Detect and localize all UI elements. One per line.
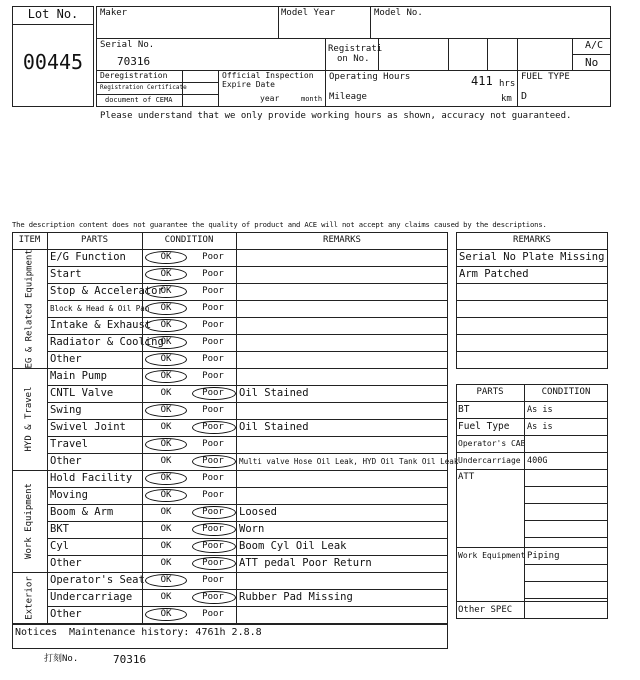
group-label: Work Equipment (24, 483, 34, 559)
model-no-label: Model No. (374, 8, 423, 18)
stamp-label: 打刻No. (44, 654, 79, 664)
part-label: Swing (50, 404, 82, 416)
inspection-label-1: Official Inspection (222, 71, 314, 80)
poor-option: Poor (202, 405, 224, 415)
part-label: Travel (50, 438, 88, 450)
part-label: Start (50, 268, 82, 280)
remarks-panel-line: Serial No Plate Missing (459, 251, 605, 263)
poor-option: Poor (202, 286, 224, 296)
part-label: Intake & Exhaust (50, 319, 152, 331)
notices-text: Maintenance history: 4761h 2.8.8 (69, 627, 262, 638)
fuel-type-value: D (521, 91, 528, 102)
other-spec-label: Other SPEC (458, 605, 513, 615)
model-year-label: Model Year (281, 8, 336, 18)
year-label: year (260, 94, 280, 103)
mileage-label: Mileage (329, 92, 367, 102)
part-label: Other (50, 557, 82, 569)
spec-part-label: Fuel Type (458, 421, 510, 432)
remark-text: ATT pedal Poor Return (239, 557, 372, 569)
att-label: ATT (458, 472, 475, 482)
operating-hours-label: Operating Hours (329, 72, 411, 82)
ok-option: OK (160, 269, 172, 279)
ok-option: OK (160, 405, 172, 415)
ok-option: OK (160, 558, 172, 568)
spec-condition-value: As is (527, 422, 553, 432)
part-label: Other (50, 455, 82, 467)
serial-label: Serial No. (100, 40, 155, 50)
registration-certificate-label: Registration Certificate (100, 84, 187, 91)
spec-part-label: Undercarriage (458, 456, 521, 465)
spec-part-label: Operator's CAB (458, 439, 526, 448)
spec-condition-value: As is (527, 405, 553, 415)
deregistration-label: Deregistration (100, 71, 168, 80)
poor-option: Poor (202, 371, 224, 381)
part-label: Operator's Seat (50, 574, 145, 586)
poor-option: Poor (202, 354, 224, 364)
condition-header: CONDITION (164, 235, 214, 245)
poor-option: Poor (202, 592, 224, 602)
operating-hours-value: 411 (471, 74, 493, 88)
part-label: CNTL Valve (50, 387, 114, 399)
group-label: HYD & Travel (24, 386, 34, 452)
work-equipment-value: Piping (527, 551, 560, 561)
item-header: ITEM (18, 235, 41, 245)
part-label: Main Pump (50, 370, 107, 382)
part-label: E/G Function (50, 251, 126, 263)
km-unit: km (501, 94, 512, 104)
ac-label: A/C (585, 40, 604, 51)
poor-option: Poor (202, 609, 224, 619)
registration-label-1: Registrati (328, 44, 383, 54)
remark-text: Loosed (239, 506, 277, 518)
disclaimer: The description content does not guarantee the quality of product and ACE will not accept any claims caused by the descriptions. (12, 220, 547, 229)
part-label: Swivel Joint (50, 421, 126, 433)
group-label: Exterior (24, 575, 34, 620)
spec-condition-header: CONDITION (541, 387, 591, 397)
group-label: EG & Related Equipment (24, 248, 34, 368)
poor-option: Poor (202, 541, 224, 551)
part-label: Undercarriage (50, 591, 133, 603)
cema-label: document of CEMA (105, 96, 173, 104)
ok-option: OK (160, 507, 172, 517)
ok-option: OK (160, 354, 172, 364)
poor-option: Poor (202, 422, 224, 432)
remark-text: Worn (239, 523, 265, 535)
part-label: Other (50, 353, 82, 365)
ac-value: No (585, 56, 599, 69)
spec-parts-header: PARTS (476, 387, 504, 397)
part-label: Cyl (50, 540, 69, 552)
maker-label: Maker (100, 8, 128, 18)
remark-text: Boom Cyl Oil Leak (239, 540, 347, 552)
remark-text: Rubber Pad Missing (239, 591, 353, 603)
part-label: Boom & Arm (50, 506, 114, 518)
fuel-type-label: FUEL TYPE (521, 72, 570, 82)
poor-option: Poor (202, 388, 224, 398)
part-label: Radiator & Cooling (50, 336, 164, 348)
remark-text: Oil Stained (239, 387, 309, 399)
poor-option: Poor (202, 490, 224, 500)
ok-option: OK (160, 473, 172, 483)
remarks-panel-line: Arm Patched (459, 268, 529, 280)
ok-option: OK (160, 337, 172, 347)
ok-option: OK (160, 303, 172, 313)
poor-option: Poor (202, 558, 224, 568)
lot-number: 00445 (22, 50, 84, 74)
part-label: BKT (50, 523, 69, 535)
ok-option: OK (160, 456, 172, 466)
poor-option: Poor (202, 337, 224, 347)
poor-option: Poor (202, 473, 224, 483)
poor-option: Poor (202, 507, 224, 517)
hours-note: Please understand that we only provide working hours as shown, accuracy not guaranteed. (100, 111, 572, 121)
poor-option: Poor (202, 252, 224, 262)
spec-condition-value: 400G (527, 456, 548, 466)
poor-option: Poor (202, 456, 224, 466)
remarks-header: REMARKS (323, 235, 361, 245)
poor-option: Poor (202, 575, 224, 585)
ok-option: OK (160, 439, 172, 449)
part-label: Hold Facility (50, 472, 133, 484)
ok-option: OK (160, 252, 172, 262)
poor-option: Poor (202, 524, 224, 534)
ok-option: OK (160, 320, 172, 330)
hrs-unit: hrs (499, 79, 516, 89)
ok-option: OK (160, 524, 172, 534)
registration-label-2: on No. (337, 54, 370, 64)
month-label: month (301, 95, 323, 103)
ok-option: OK (160, 490, 172, 500)
parts-header: PARTS (80, 235, 109, 245)
notices-label: Notices (15, 627, 58, 638)
ok-option: OK (160, 609, 172, 619)
part-label: Other (50, 608, 82, 620)
serial-value: 70316 (117, 55, 151, 68)
part-label: Stop & Accelerator (50, 285, 164, 297)
poor-option: Poor (202, 439, 224, 449)
ok-option: OK (160, 286, 172, 296)
remarks-panel-title: REMARKS (513, 235, 551, 245)
inspection-label-2: Expire Date (222, 80, 275, 89)
work-equipment-label: Work Equipment (458, 551, 526, 560)
ok-option: OK (160, 422, 172, 432)
remark-text: Oil Stained (239, 421, 309, 433)
spec-part-label: BT (458, 404, 470, 415)
poor-option: Poor (202, 303, 224, 313)
ok-option: OK (160, 371, 172, 381)
ok-option: OK (160, 575, 172, 585)
ok-option: OK (160, 388, 172, 398)
stamp-value: 70316 (113, 653, 147, 666)
poor-option: Poor (202, 320, 224, 330)
ok-option: OK (160, 541, 172, 551)
lot-label: Lot No. (27, 7, 79, 21)
poor-option: Poor (202, 269, 224, 279)
remark-text: Multi valve Hose Oil Leak, HYD Oil Tank Oil Leak (239, 457, 459, 466)
ok-option: OK (160, 592, 172, 602)
part-label: Moving (50, 489, 88, 501)
part-label: Block & Head & Oil Pan (50, 304, 150, 313)
